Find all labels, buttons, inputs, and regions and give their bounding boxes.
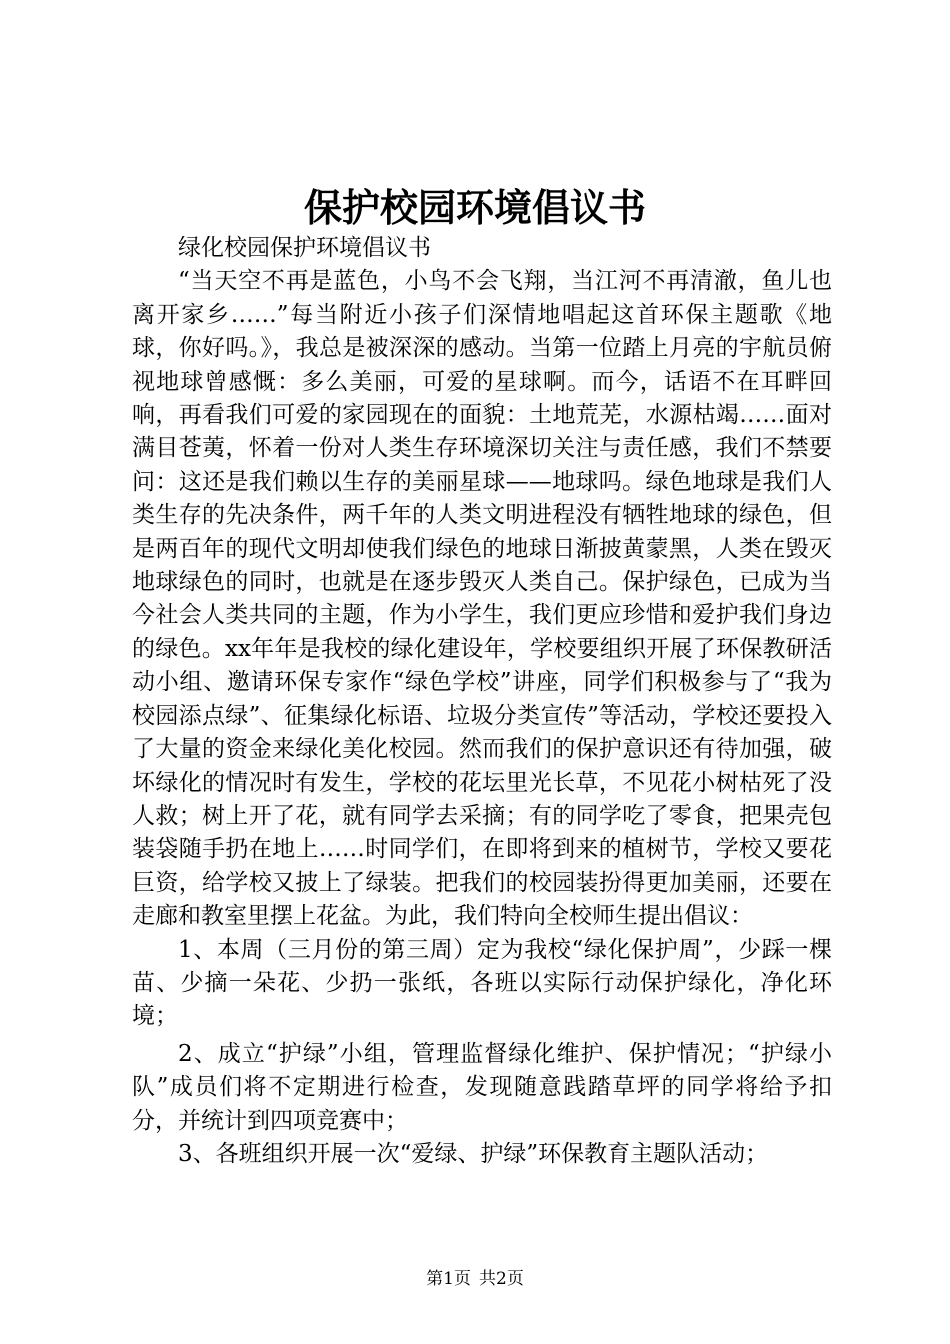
paragraph-proposal-2: 2、成立“护绿”小组，管理监督绿化维护、保护情况；“护绿小队”成员们将不定期进行检查，发现随意践踏草坪的同学将给予扣分，并统计到四项竞赛中； <box>132 1040 832 1134</box>
page-number-total: 共2页 <box>479 1269 524 1289</box>
document-title: 保护校园环境倡议书 <box>303 185 646 230</box>
document-subtitle: 绿化校园保护环境倡议书 <box>178 235 431 261</box>
paragraph-proposal-1: 1、本周（三月份的第三周）定为我校“绿化保护周”，少踩一棵苗、少摘一朵花、少扔一张纸，各班以实际行动保护绿化，净化环境； <box>132 936 832 1030</box>
page-number-current: 第1页 <box>426 1269 471 1289</box>
document-body <box>132 232 832 1171</box>
page-footer <box>0 1268 950 1290</box>
paragraph-intro: “当天空不再是蓝色，小鸟不会飞翔，当江河不再清澈，鱼儿也离开家乡……”每当附近小孩子们深情地唱起这首环保主题歌《地球，你好吗。》，我总是被深深的感动。当第一位踏上月亮的宇航员俯视地球曾感慨：多么美丽，可爱的星球啊。而今，话语不在耳畔回响，再看我们可爱的家园现在的面貌：土地荒芜，水源枯竭……面对满目苍荑，怀着一份对人类生存环境深切关注与责任感，我们不禁要问：这还是我们赖以生存的美丽星球——地球吗。绿色地球是我们人类生存的先决条件，两千年的人类文明进程没有牺牲地球的绿色，但是两百年的现代文明却使我们绿色的地球日渐披黄蒙黑，人类在毁灭地球绿色的同时，也就是在逐步毁灭人类自己。保护绿色，已成为当今社会人类共同的主题，作为小学生，我们更应珍惜和爱护我们身边的绿色。xx年年是我校的绿化建设年，学校要组织开展了环保教研活动小组、邀请环保专家作“绿色学校”讲座，同学们积极参与了“我为校园添点绿”、征集绿化标语、垃圾分类宣传”等活动，学校还要投入了大量的资金来绿化美化校园。然而我们的保护意识还有待加强，破坏绿化的情况时有发生，学校的花坛里光长草，不见花小树枯死了没人救；树上开了花，就有同学去采摘；有的同学吃了零食，把果壳包装袋随手扔在地上……时同学们，在即将到来的植树节，学校又要花巨资，给学校又披上了绿装。把我们的校园装扮得更加美丽，还要在走廊和教室里摆上花盆。为此，我们特向全校师生提出倡议： <box>132 268 832 930</box>
paragraph-proposal-3: 3、各班组织开展一次“爱绿、护绿”环保教育主题队活动； <box>178 1140 769 1167</box>
